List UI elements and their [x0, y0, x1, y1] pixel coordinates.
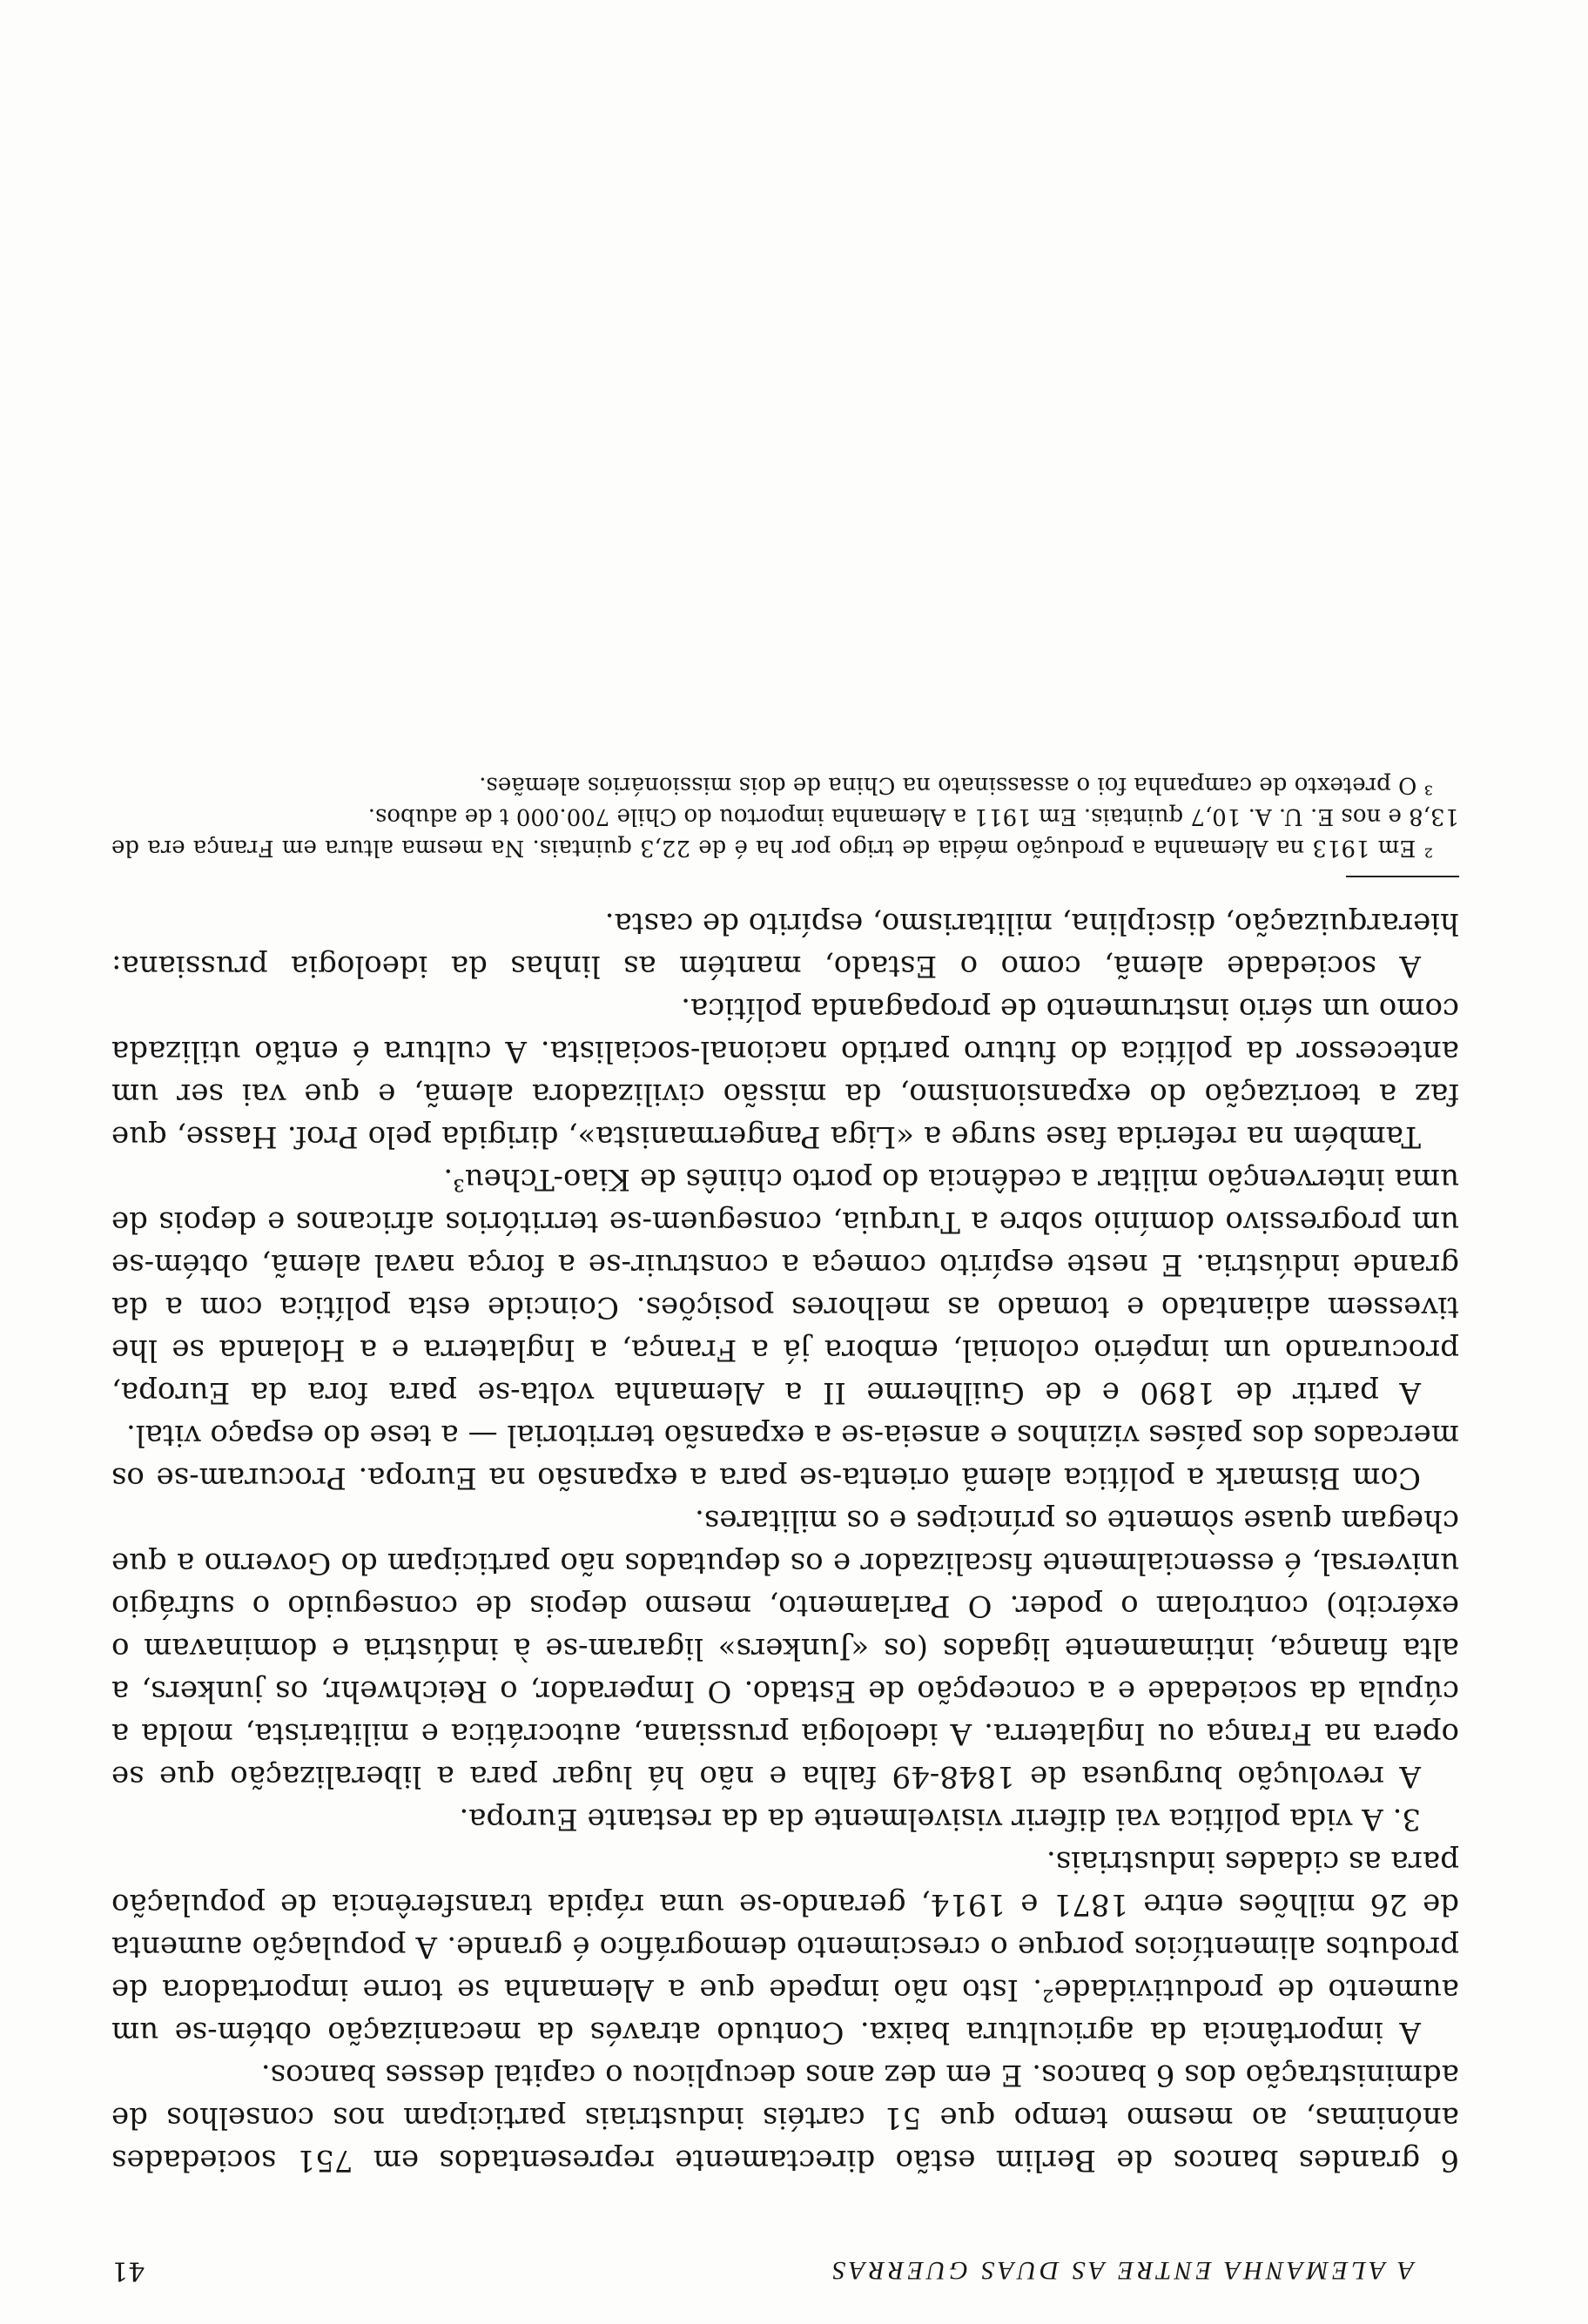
paragraph: 6 grandes bancos de Berlim estão directamente representados em 751 sociedades anónimas, ao mesmo tempo que 51 cartéis industriais participam nos conselhos de administração dos 6 bancos. E em dez anos decuplicou o capital desses bancos. [111, 2058, 1459, 2178]
page-content [111, 769, 1504, 2286]
running-header [111, 2251, 1414, 2286]
page-number: 41 [111, 2255, 145, 2286]
paragraph: A partir de 1890 e de Guilherme II a Alemanha volta-se para fora da Europa, procurando um império colonial, embora já a França, a Inglaterra e a Holanda se lhe tivessem adiantado e tomado as melhores posições. Coincide esta política com a da grande indústria. E neste espírito começa a construir-se a força naval alemã, obtém-se um progressivo domínio sobre a Turquia, conseguem-se territórios africanos e depois de uma intervenção militar a cedência do porto chinês de Kiao-Tcheu³. [111, 1162, 1459, 1410]
footnotes [111, 769, 1459, 877]
paragraph: A importância da agricultura baixa. Contudo através da mecanização obtém-se um aumento de produtividade². Isto não impede que a Alemanha se torne importadora de produtos alimentícios porque o crescimento demográfico é grande. A população aumenta de 26 milhões entre 1871 e 1914, gerando-se uma rápida transferência de população para as cidades industriais. [111, 1844, 1459, 2050]
footnote: ² Em 1913 na Alemanha a produção média de trigo por ha é de 22,3 quintais. Na mesma altura em França era de 13,8 e nos E. U. A. 10,7 quintais. Em 1911 a Alemanha importou do Chile 700.000 t de adubos. [111, 803, 1459, 861]
paragraph: A revolução burguesa de 1848-49 falha e não há lugar para a liberalização que se opera na França ou Inglaterra. A ideologia prussiana, autocrática e militarista, molda a cúpula da sociedade e a concepção de Estado. O Imperador, o Reichwehr, os junkers, a alta finança, intimamente ligados (os «Junkers» ligaram-se à indústria e dominavam o exército) controlam o poder. O Parlamento, mesmo depois de conseguido o sufrágio universal, é essencialmente fiscalizador e os deputados não participam do Governo a que chegam quase sòmente os príncipes e os militares. [111, 1503, 1459, 1794]
paragraph: Também na referida fase surge a «Liga Pangermanista», dirigida pelo Prof. Hasse, que faz a teorização do expansionismo, da missão civilizadora alemã, e que vai ser um antecessor da política do futuro partido nacional-socialista. A cultura é então utilizada como um sério instrumento de propaganda política. [111, 991, 1459, 1154]
running-title: A ALEMANHA ENTRE AS DUAS GUERRAS [829, 2256, 1414, 2285]
section-heading-paragraph: 3. A vida política vai diferir visivelmente da da restante Europa. [459, 1802, 1421, 1837]
footnote-divider [1346, 876, 1459, 877]
body-text [111, 902, 1459, 2181]
paragraph: A sociedade alemã, como o Estado, mantém as linhas da ideologia prussiana: hierarquização, disciplina, militarismo, espírito de casta. [111, 906, 1459, 984]
footnote: ³ O pretexto de campanha foi o assassinato na China de dois missionários alemães. [479, 772, 1433, 798]
paragraph: Com Bismark a política alemã orienta-se para a expansão na Europa. Procuram-se os mercados dos países vizinhos e anseia-se a expansão territorial — a tese do espaço vital. [111, 1418, 1459, 1495]
